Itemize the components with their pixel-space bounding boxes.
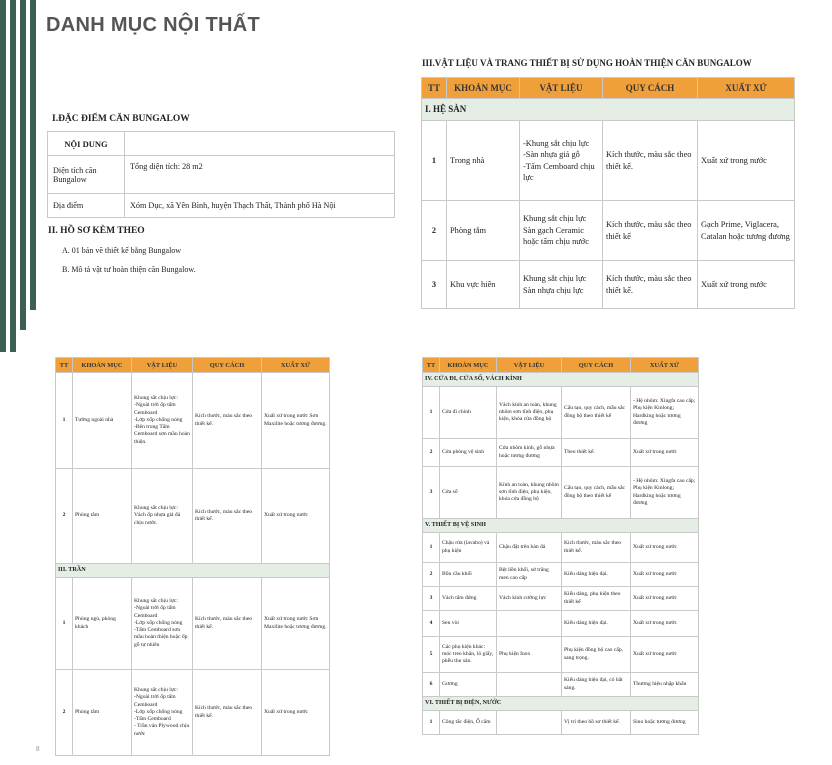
- column-header: XUẤT XỨ: [631, 358, 699, 373]
- column-header: VẬT LIỆU: [497, 358, 562, 373]
- column-header: QUY CÁCH: [193, 358, 262, 373]
- table-row: 5 Các phụ kiện khác: móc treo khăn, lô giấy, phễu thu sàn. Phụ kiện Inox Phụ kiện đồng bộ cao cấp, sang trọng. Xuất xứ trong nước: [423, 637, 699, 673]
- group-heading: IV. CỬA ĐI, CỬA SỔ, VÁCH KÍNH: [423, 373, 699, 387]
- table-row: 2 Cửa phòng vệ sinh Cửa nhôm kính, gỗ nhựa hoặc tương đương Theo thiết kế. Xuất xứ trong nước: [423, 439, 699, 467]
- decorative-stripe: [10, 0, 16, 352]
- table-row: 1 Trong nhà -Khung sắt chịu lực -Sàn nhựa giả gỗ -Tấm Cemboard chịu lực Kích thước, màu sắc theo thiết kế. Xuất xứ trong nước: [422, 121, 795, 201]
- table-row: 6 Gương Kiểu dáng hiện đại, có hắt sáng. Thương hiệu nhập khẩu: [423, 673, 699, 697]
- materials-table: [421, 77, 795, 309]
- table-row: 2 Phòng tắm Khung sắt chịu lực: Vách ốp nhựa giả đá chịu nước. Kích thước, màu sắc theo thiết kế. Xuất xứ trong nước: [56, 469, 330, 564]
- group-heading: VI. THIẾT BỊ ĐIỆN, NƯỚC: [423, 697, 699, 711]
- decorative-stripe: [20, 0, 26, 330]
- table-row: 1 Chậu rửa (lavabo) và phụ kiện Chậu đặt trên bàn đá Kích thước, màu sắc theo thiết kế. Xuất xứ trong nước: [423, 533, 699, 563]
- walls-ceiling-table: [55, 357, 330, 756]
- row-value: Tổng diện tích: 28 m2: [125, 156, 395, 194]
- column-header: TT: [56, 358, 73, 373]
- page-title: DANH MỤC NỘI THẤT: [46, 14, 260, 36]
- table-row: 2 Phòng tắm Khung sắt chịu lực: -Ngoài trời ốp tấm Cemboard -Lớp xốp chống nóng -Tấm Cemboard - Trần ván Plywood chịu nước Kích thước, màu sắc theo thiết kế. Xuất xứ trong nước: [56, 670, 330, 756]
- table-row: 2 Phòng tắm Khung sắt chịu lực Sàn gạch Ceramic hoặc tấm chịu nước Kích thước, màu sắc theo thiết kế Gạch Prime, Viglacera, Catalan hoặc tương đương: [422, 201, 795, 261]
- doors-sanitary-table: [422, 357, 699, 735]
- column-header: KHOẢN MỤC: [73, 358, 132, 373]
- column-header: QUY CÁCH: [603, 78, 698, 99]
- column-header: TT: [423, 358, 440, 373]
- section-heading: III.VẬT LIỆU VÀ TRANG THIẾT BỊ SỬ DỤNG HOÀN THIỆN CĂN BUNGALOW: [422, 58, 752, 68]
- decorative-stripe: [30, 0, 36, 310]
- bungalow-info-table: [47, 131, 395, 218]
- table-row: 3 Khu vực hiên Khung sắt chịu lực Sàn nhựa chịu lực Kích thước, màu sắc theo thiết kế. Xuất xứ trong nước: [422, 261, 795, 309]
- column-header: QUY CÁCH: [562, 358, 631, 373]
- column-header: TT: [422, 78, 447, 99]
- decorative-stripe: [0, 0, 6, 352]
- section-heading: I.ĐẶC ĐIỂM CĂN BUNGALOW: [52, 114, 190, 124]
- group-heading: III. TRẦN: [56, 564, 330, 578]
- column-header: KHOẢN MỤC: [447, 78, 520, 99]
- table-row: 1 Phòng ngủ, phòng khách Khung sắt chịu lực: -Ngoài trời ốp tấm Cemboard -Lớp xốp chống nóng -Tấm Cemboard sơn mầu hoàn thiện hoặc ốp gỗ tự nhiên Kích thước, màu sắc theo thiết kế. Xuất xứ trong nước Sơn Maxilite hoặc tương đương.: [56, 578, 330, 670]
- row-value: Xóm Dục, xã Yên Bình, huyện Thạch Thất, Thành phố Hà Nội: [125, 194, 395, 218]
- section-heading: II. HỒ SƠ KÈM THEO: [48, 226, 145, 236]
- table-row: 4 Sen vòi Kiểu dáng hiện đại. Xuất xứ trong nước: [423, 611, 699, 637]
- list-item: B. Mô tả vật tư hoàn thiện căn Bungalow.: [62, 265, 196, 274]
- group-heading: I. HỆ SÀN: [422, 99, 795, 121]
- group-heading: V. THIẾT BỊ VỆ SINH: [423, 519, 699, 533]
- column-header: XUẤT XỨ: [262, 358, 330, 373]
- table-row: 1 Công tắc điện, Ổ cắm Vị trí theo hồ sơ thiết kế. Sino hoặc tương đương: [423, 711, 699, 735]
- table-row: 1 Cửa đi chính Vách kính an toàn, khung nhôm sơn tĩnh điện, phụ kiện, khóa cửa đồng bộ Cấu tạo, quy cách, mẫu sắc đồng bộ theo thiết kế - Hệ nhôm: Xingfa cao cấp; Phụ kiện Kinlong; Hardking hoặc tương đương: [423, 387, 699, 439]
- list-item: A. 01 bản vẽ thiết kế bằng Bungalow: [62, 246, 182, 255]
- table-row: 3 Cửa sổ Kính an toàn, khung nhôm sơn tĩnh điện, phụ kiện, khóa cửa đồng bộ Cấu tạo, quy cách, mẫu sắc đồng bộ theo thiết kế - Hệ nhôm: Xingfa cao cấp; Phụ kiện Kinlong; Hardking hoặc tương đương: [423, 467, 699, 519]
- column-header: VẬT LIỆU: [132, 358, 193, 373]
- row-label: Địa điểm: [48, 194, 125, 218]
- column-header: XUẤT XỨ: [698, 78, 795, 99]
- table-row: 3 Vách tắm đứng Vách kính cường lực Kiểu dáng, phụ kiện theo thiết kế Xuất xứ trong nước: [423, 587, 699, 611]
- table-row: 2 Bồn cầu khối Bệt liền khối, sứ trắng men cao cấp Kiểu dáng hiện đại. Xuất xứ trong nước: [423, 563, 699, 587]
- table-row: 1 Tường ngoài nhà Khung sắt chịu lực: -Ngoài trời ốp tấm Cemboard -Lớp xốp chống nóng -Bên trong Tấm Cemboard sơn mầu hoàn thiện. Kích thước, màu sắc theo thiết kế. Xuất xứ trong nước Sơn Maxilite hoặc tương đương.: [56, 373, 330, 469]
- row-label: Diện tích căn Bungalow: [48, 156, 125, 194]
- column-header: VẬT LIỆU: [520, 78, 603, 99]
- table-header: NỘI DUNG: [48, 132, 125, 156]
- page-number: 8: [36, 745, 40, 753]
- column-header: KHOẢN MỤC: [440, 358, 497, 373]
